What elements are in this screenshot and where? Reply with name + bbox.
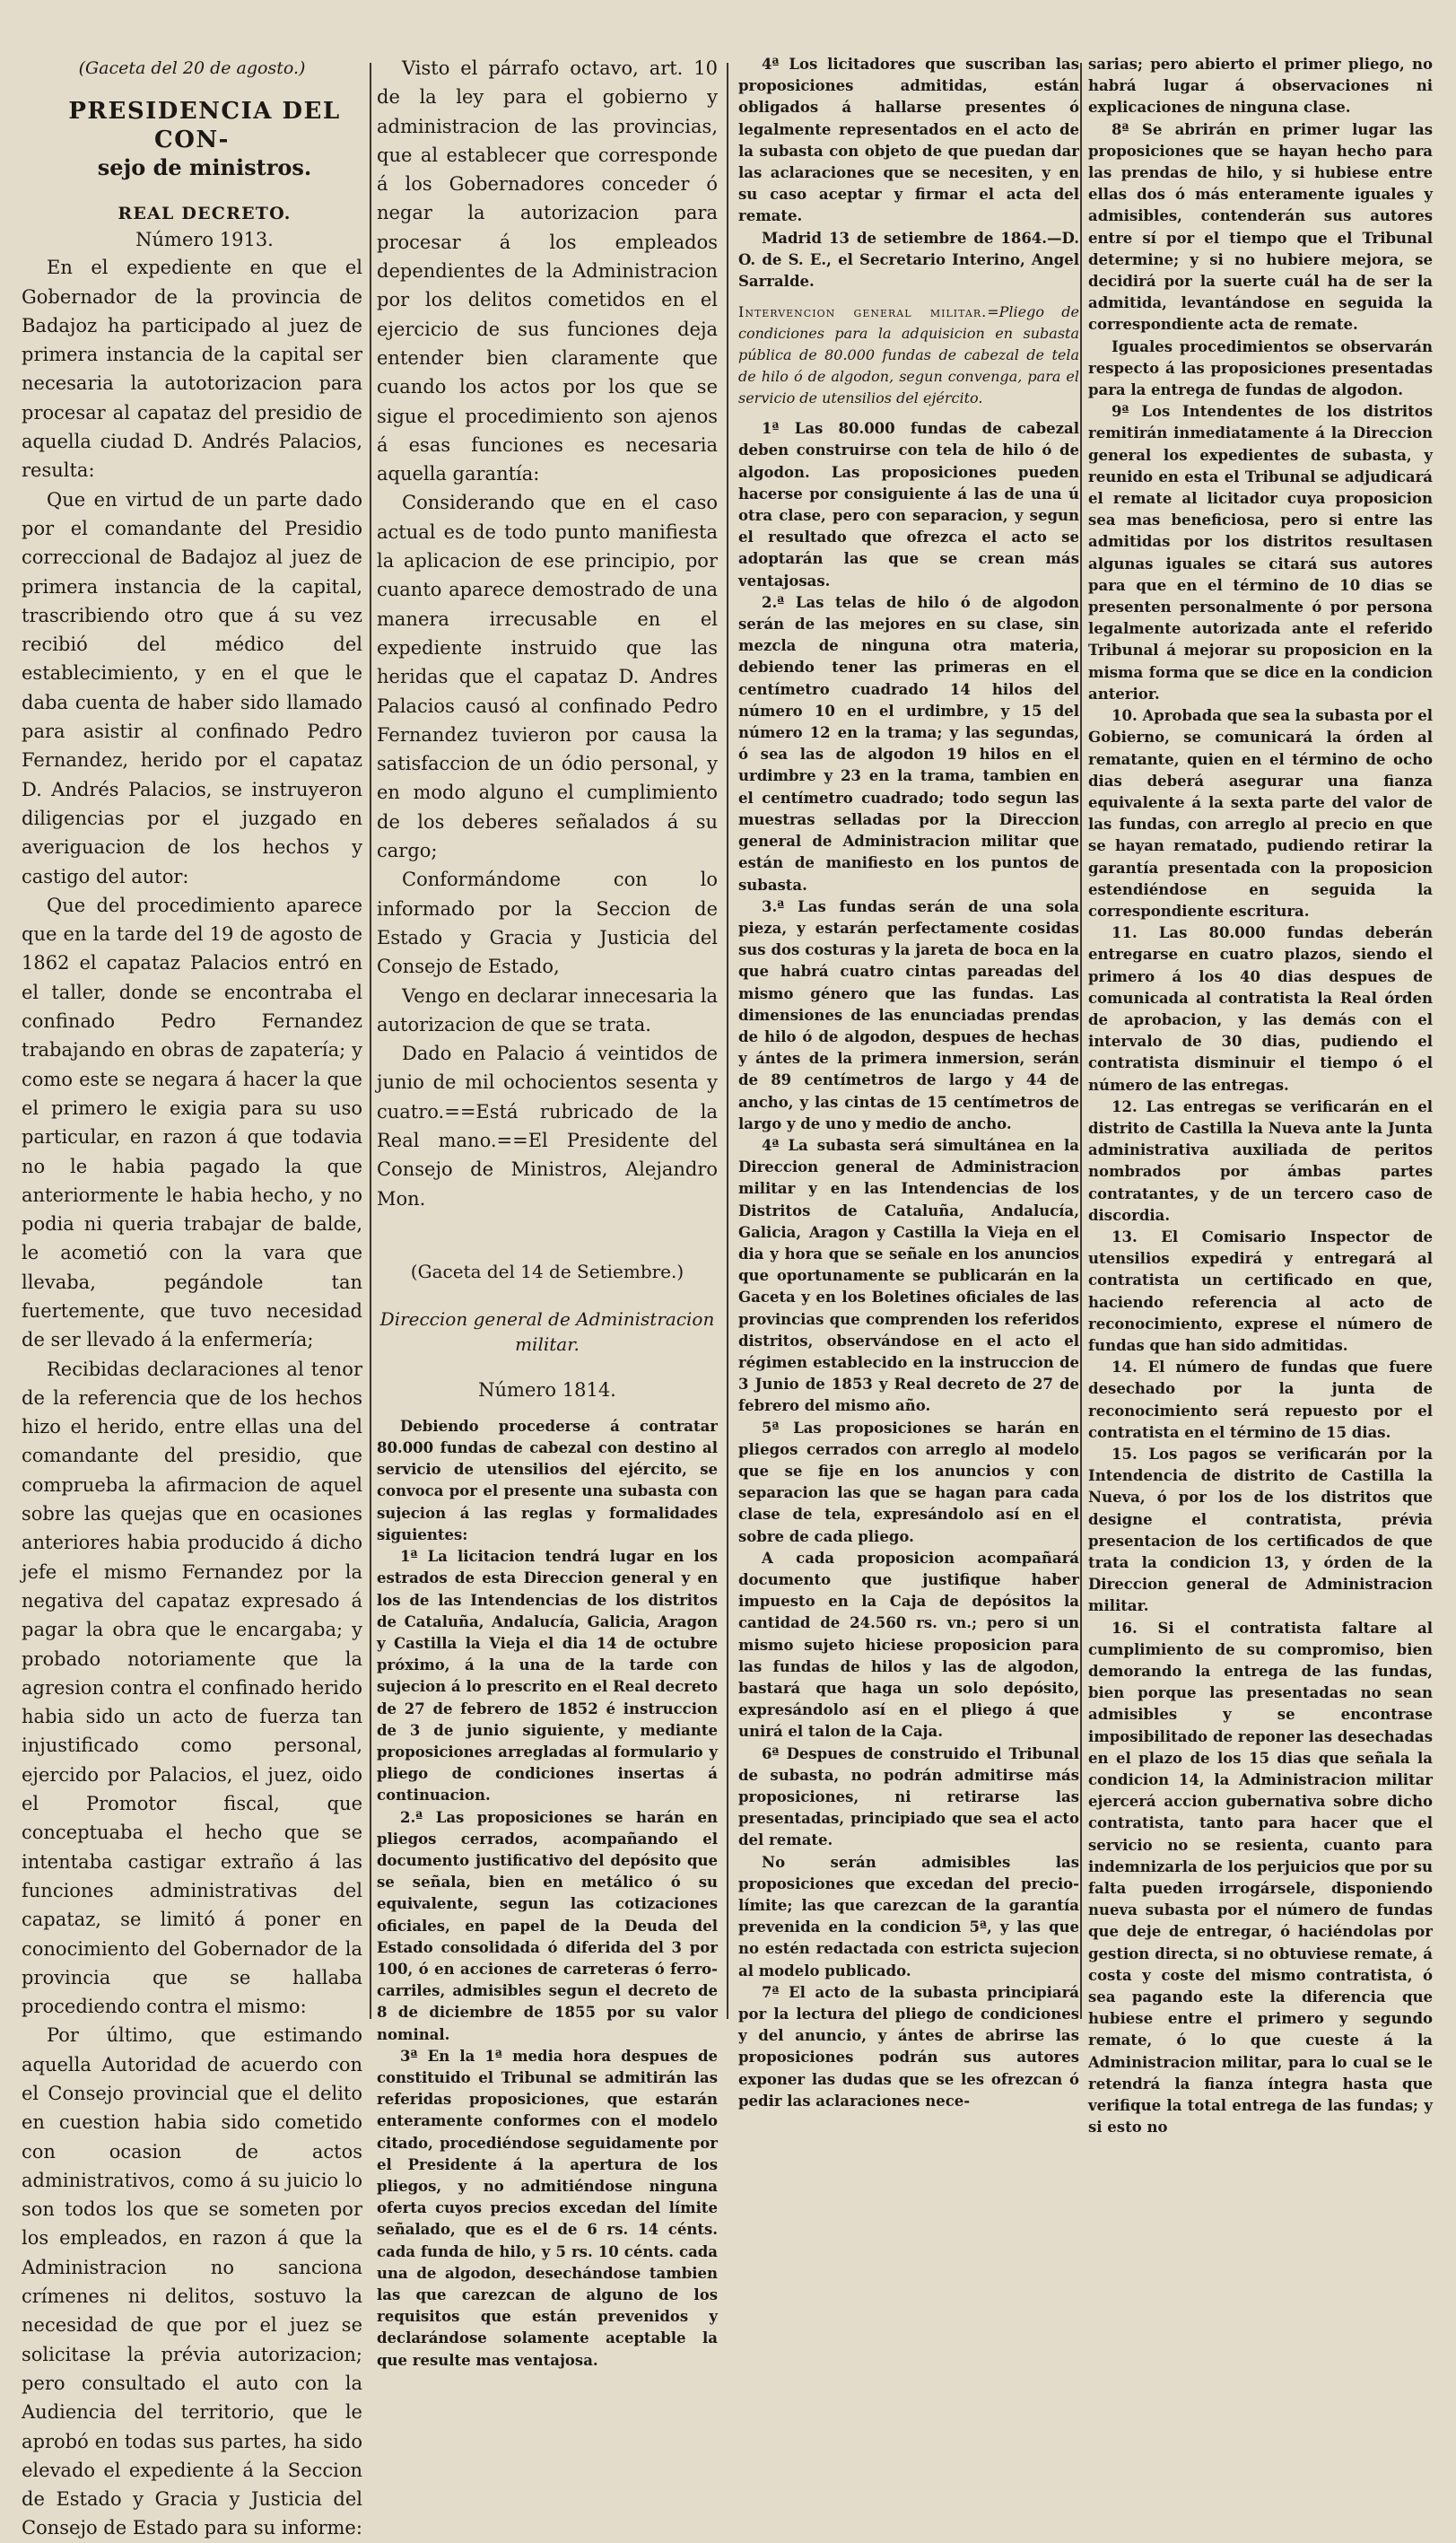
intro-heading: Intervencion general militar. — [738, 303, 988, 321]
section-title: Direccion general de Administracion militar. — [379, 1307, 715, 1355]
column-4 — [1088, 54, 1433, 2137]
paragraph: Vengo en declarar innecesaria la autorizacion de que se trata. — [377, 984, 718, 1036]
gazette-date-note: (Gaceta del 14 de Setiembre.) — [410, 1260, 684, 1282]
paragraph: 3ª En la 1ª media hora despues de constituido el Tribunal se admitirán las referidas proposiciones, que estarán enteramente conformes con el modelo citado, procediéndose seguidamente por el Presidente á la apertura de los pliegos, y no admitiéndose ninguna oferta cuyos precios excedan del límite señalado, que es el de 6 rs. 14 cénts. cada funda de hilo, y 5 rs. 10 cénts. cada una de algodon, desechándose tambien las que carezcan de alguno de los requisitos que están prevenidos y declarándose solamente aceptable la que resulte mas ventajosa. — [377, 2047, 718, 2369]
condition: 11. Las 80.000 fundas deberán entregarse en cuatro plazos, siendo el primero á los 40 dias despues de comunicada al contratista la Real órden de aprobacion, y las demás con el intervalo de 30 dias, pudiendo el contratista disminuir el tiempo ó el número de las entregas. — [1088, 924, 1433, 1094]
condition: 5ª Las proposiciones se harán en pliegos cerrados con arreglo al modelo que se fije en los anuncios y con separacion las que se hagan para cada clase de tela, expresándolo así en el sobre de cada pliego. — [738, 1419, 1079, 1545]
column-rule — [1080, 63, 1082, 2019]
column-rule — [727, 63, 728, 2019]
condition: 12. Las entregas se verificarán en el distrito de Castilla la Nueva ante la Junta administrativa auxiliada de peritos nombrados por ámbas partes contratantes, y de un tercero caso de discordia. — [1088, 1097, 1433, 1224]
condition: 3.ª Las fundas serán de una sola pieza, y estarán perfectamente cosidas sus dos costuras y la jareta de boca en la que habrá cuatro cintas pareadas del mismo género que las fundas. Las dimensiones de las enunciadas prendas de hilo ó de algodon, despues de hechas y ántes de la primera inmersion, serán de 89 centímetros de largo y 44 de ancho, y las cintas de 15 centímetros de largo y de uno y medio de ancho. — [738, 897, 1079, 1132]
decree-title: REAL DECRETO. — [118, 204, 292, 224]
paragraph: Considerando que en el caso actual es de todo punto manifiesta la aplicacion de ese principio, por cuanto aparece demostrado de una manera irrecusable en el expediente instruido que las heridas que el capataz D. Andres Palacios causó al confinado Pedro Fernandez tuvieron por causa la satisfaccion de un ódio personal, y en modo alguno el cumplimiento de los deberes señalados á su cargo; — [377, 492, 718, 862]
condition: No serán admisibles las proposiciones que excedan del precio-límite; las que carezcan de la garantía prevenida en la condicion 5ª, y las que no estén redactada con estricta sujecion al modelo publicado. — [738, 1853, 1079, 1979]
paragraph: Que del procedimiento aparece que en la tarde del 19 de agosto de 1862 el capataz Palacios entró en el taller, donde se encontraba el confinado Pedro Fernandez trabajando en obras de zapatería; y como este se negara á hacer la que el primero le exigia para su uso particular, en razon á que todavia no le habia pagado la que anteriormente le habia hecho, y no podia ni queria trabajar de balde, le acometió con la vara que llevaba, pegándole tan fuertemente, que tuvo necesidad de ser llevado á la enfermería; — [22, 894, 362, 1351]
paragraph: 4ª Los licitadores que suscriban las proposiciones admitidas, están obligados á hallarse presentes ó legalmente representados en el acto de la subasta con objeto de que puedan dar las aclaraciones que se necesiten, y en su caso aceptar y firmar el acta del remate. — [738, 56, 1079, 225]
condition: 15. Los pagos se verificarán por la Intendencia de distrito de Castilla la Nueva, ó por los de los distritos que designe el contratista, prévia presentacion de los certificados de que trata la condicion 13, y órden de la Direccion general de Administracion militar. — [1088, 1446, 1433, 1615]
condition: 16. Si el contratista faltare al cumplimiento de su compromiso, bien demorando la entrega de las fundas, bien porque las presentadas no sean admisibles y se encontrase imposibilitado de reponer las desechadas en el plazo de los 15 dias que señala la condicion 14, la Administracion militar ejercerá accion gubernativa sobre dicho contratista, tanto para hacer que el servicio no se resienta, cuanto para indemnizarla de los perjuicios que por su falta pueden irrogársele, disponiendo nueva subasta por el número de fundas que deje de entregar, ó haciéndolas por gestion directa, si no obtuviese remate, á costa y coste del mismo contratista, ó sea pagando este la diferencia que hubiese entre el primero y segundo remate, ó lo que cueste á la Administracion militar, para lo cual se le retendrá la fianza íntegra hasta que verifique la total entrega de las fundas; y si esto no — [1088, 1619, 1433, 2137]
paragraph: Que en virtud de un parte dado por el comandante del Presidio correccional de Badajoz al juez de primera instancia de la capital, trascribiendo otro que á su vez recibió del médico del establecimiento, y en el que le daba cuenta de haber sido llamado para asistir al confinado Pedro Fernandez, herido por el capataz D. Andrés Palacios, se instruyeron diligencias por el juzgado en averiguacion de los hechos y castigo del autor: — [22, 488, 362, 887]
decree-number: Número 1913. — [135, 229, 274, 251]
condition: 1ª Las 80.000 fundas de cabezal deben construirse con tela de hilo ó de algodon. Las proposiciones pueden hacerse por consiguiente á las de una ú otra clase, pero con separacion, y segun el resultado que ofrezca el acto se adoptarán las que se crean más ventajosas. — [738, 420, 1079, 590]
conditions-intro — [738, 301, 1079, 409]
condition: A cada proposicion acompañará documento que justifique haber impuesto en la Caja de depósitos la cantidad de 24.560 rs. vn.; pero si un mismo sujeto hiciese proposicion para las fundas de hilos y las de algodon, bastará que haga un solo depósito, expresándolo así en el pliego á que unirá el talon de la Caja. — [738, 1549, 1079, 1741]
signature-line: Madrid 13 de setiembre de 1864.—D. O. de S. E., el Secretario Interino, Angel Sarralde. — [738, 229, 1079, 291]
paragraph: 2.ª Las proposiciones se harán en pliegos cerrados, acompañando el documento justificativo del depósito que se señala, bien en metálico ó su equivalente, segun las cotizaciones oficiales, en papel de la Deuda del Estado consolidada ó diferida del 3 por 100, ó en acciones de carreteras ó ferro-carriles, admisibles segun el decreto de 8 de diciembre de 1855 por su valor nominal. — [377, 1808, 718, 2043]
paragraph: Conformándome con lo informado por la Seccion de Estado y Gracia y Justicia del Consejo de Estado, — [377, 869, 718, 978]
paragraph: Recibidas declaraciones al tenor de la referencia que de los hechos hizo el herido, entre ellas una del comandante del presidio, que comprueba la afirmacion de aquel sobre las quejas que en ocasiones anteriores habia producido á dicho jefe el mismo Fernandez por la negativa del capataz expresado á pagar la obra que le encargaba; y probado notoriamente que la agresion contra el confinado herido habia sido un acto de fuerza tan injustificado como personal, ejercido por Palacios, el juez, oido el Promotor fiscal, que conceptuaba el hecho que se intentaba castigar extraño á las funciones administrativas del capataz, se limitó á poner en conocimiento del Gobernador de la provincia que se hallaba procediendo contra el mismo: — [22, 1358, 362, 2018]
condition: 4ª La subasta será simultánea en la Direccion general de Administracion militar y en las Intendencias de los Distritos de Cataluña, Andalucía, Galicia, Aragon y Castilla la Vieja en el dia y hora que se señale en los anuncios que oportunamente se publicarán en la Gaceta y en los Boletines oficiales de las provincias que comprenden los referidos distritos, observándose en el acto el régimen establecido en la instruccion de 3 Junio de 1853 y Real decreto de 27 de febrero del mismo año. — [738, 1136, 1079, 1415]
paragraph: Debiendo procederse á contratar 80.000 fundas de cabezal con destino al servicio de utensilios del ejército, se convoca por el presente una subasta con sujecion á las reglas y formalidades siguientes: — [377, 1417, 718, 1543]
paragraph: Por último, que estimando aquella Autoridad de acuerdo con el Consejo provincial que el delito en cuestion habia sido cometido con ocasion de actos administrativos, como á su juicio lo son todos los que se someten por los empleados, en razon á que la Administracion no sanciona crímenes ni delitos, sostuvo la necesidad de que por el juez se solicitase la prévia autorizacion; pero consultado el auto con la Audiencia del territorio, que le aprobó en todas sus partes, ha sido elevado el expediente á la Seccion de Estado y Gracia y Justicia del Consejo de Estado para su informe: — [22, 2024, 362, 2539]
condition: 13. El Comisario Inspector de utensilios expedirá y entregará al contratista un certificado en que, haciendo referencia al acto de reconocimiento, exprese el número de fundas que han sido admitidas. — [1088, 1228, 1433, 1354]
column-3 — [738, 54, 1080, 2110]
column-rule — [370, 63, 371, 2019]
condition: 14. El número de fundas que fuere desechado por la junta de reconocimiento será repuesto por el contratista en el término de 15 dias. — [1088, 1359, 1433, 1441]
gazette-date-note: (Gaceta del 20 de agosto.) — [78, 58, 306, 78]
section-subheading: sejo de ministros. — [97, 154, 312, 181]
condition: sarias; pero abierto el primer pliego, no habrá lugar á observaciones ni explicaciones de ninguna clase. — [1088, 56, 1433, 117]
paragraph: Dado en Palacio á veintidos de junio de mil ochocientos sesenta y cuatro.==Está rubricado de la Real mano.==El Presidente del Consejo de Ministros, Alejandro Mon. — [377, 1043, 718, 1210]
paragraph: 1ª La licitacion tendrá lugar en los estrados de esta Direccion general y en los de las Intendencias de los distritos de Cataluña, Andalucía, Galicia, Aragon y Castilla la Vieja el dia 14 de octubre próximo, á la una de la tarde con sujecion á lo prescrito en el Real decreto de 27 de febrero de 1852 é instruccion de 3 de junio siguiente, y mediante proposiciones arregladas al formulario y pliego de condiciones insertas á continuacion. — [377, 1548, 718, 1805]
paragraph: Visto el párrafo octavo, art. 10 de la ley para el gobierno y administracion de las provincias, que al establecer que corresponde á los Gobernadores conceder ó negar la autorizacion para procesar á los empleados dependientes de la Administracion por los delitos cometidos en el ejercicio de sus funciones deja entender bien claramente que cuando los actos por los que se sigue el procedimiento son ajenos á esas funciones es necesaria aquella garantía: — [377, 57, 718, 485]
condition: 2.ª Las telas de hilo ó de algodon serán de las mejores en su clase, sin mezcla de ninguna otra materia, debiendo tener las primeras en el centímetro cuadrado 14 hilos del número 10 en el urdimbre, y 15 del número 12 en la trama; y las segundas, ó sea las de algodon 19 hilos en el urdimbre y 23 en la trama, tambien en el centímetro cuadrado; todo segun las muestras selladas por la Direccion general de Administracion militar que están de manifiesto en los puntos de subasta. — [738, 593, 1079, 894]
section-heading: PRESIDENCIA DEL CON- — [68, 98, 341, 154]
column-1 — [22, 54, 362, 2539]
column-2 — [377, 54, 718, 2369]
condition: 7ª El acto de la subasta principiará por la lectura del pliego de condiciones y del anuncio, y ántes de abrirse las proposiciones podrán sus autores exponer las dudas que se les ofrezcan ó pedir las aclaraciones nece- — [738, 1983, 1079, 2110]
announcement-number: Número 1814. — [478, 1378, 616, 1401]
condition: Iguales procedimientos se observarán respecto á las proposiciones presentadas para la entrega de fundas de algodon. — [1088, 337, 1433, 399]
condition: 9ª Los Intendentes de los distritos remitirán inmediatamente á la Direccion general los expedientes de subasta, y reunido en esta el Tribunal se adjudicará el remate al licitador cuya proposicion sea mas beneficiosa, pero si entre las admitidas por los distritos resultasen algunas iguales se citará sus autores para que en el término de 10 dias se presenten personalmente ó por persona legalmente autorizada ante el referido Tribunal á mejorar su proposicion en la misma forma que se dice en la condicion anterior. — [1088, 403, 1433, 703]
condition: 8ª Se abrirán en primer lugar las proposiciones que se hayan hecho para las prendas de hilo, y si hubiese entre ellas dos ó más enteramente iguales y admisibles, contenderán sus autores entre sí por el tiempo que el Tribunal determine; y si no hubiere mejora, se decidirá por la suerte cuál ha de ser la admitida, levantándose en seguida la correspondiente acta de remate. — [1088, 120, 1433, 334]
condition: 6ª Despues de construido el Tribunal de subasta, no podrán admitirse más proposiciones, ni retirarse las presentadas, principiado que sea el acto del remate. — [738, 1744, 1079, 1849]
paragraph: En el expediente en que el Gobernador de la provincia de Badajoz ha participado al juez de primera instancia de la capital ser necesaria la autotorizacion para procesar al capataz del presidio de aquella ciudad D. Andrés Palacios, resulta: — [22, 257, 362, 482]
condition: 10. Aprobada que sea la subasta por el Gobierno, se comunicará la órden al rematante, quien en el término de ocho dias deberá asegurar una fianza equivalente á la sexta parte del valor de las fundas, con arreglo al precio en que se hayan rematado, pudiendo retirar la garantía presentada con la proposicion estendiéndose en seguida la correspondiente escritura. — [1088, 707, 1433, 920]
intro-text: =Pliego de condiciones para la adquisicion en subasta pública de 80.000 fundas de cabezal de tela de hilo ó de algodon, segun convenga, para el servicio de utensilios del ejército. — [738, 303, 1080, 407]
